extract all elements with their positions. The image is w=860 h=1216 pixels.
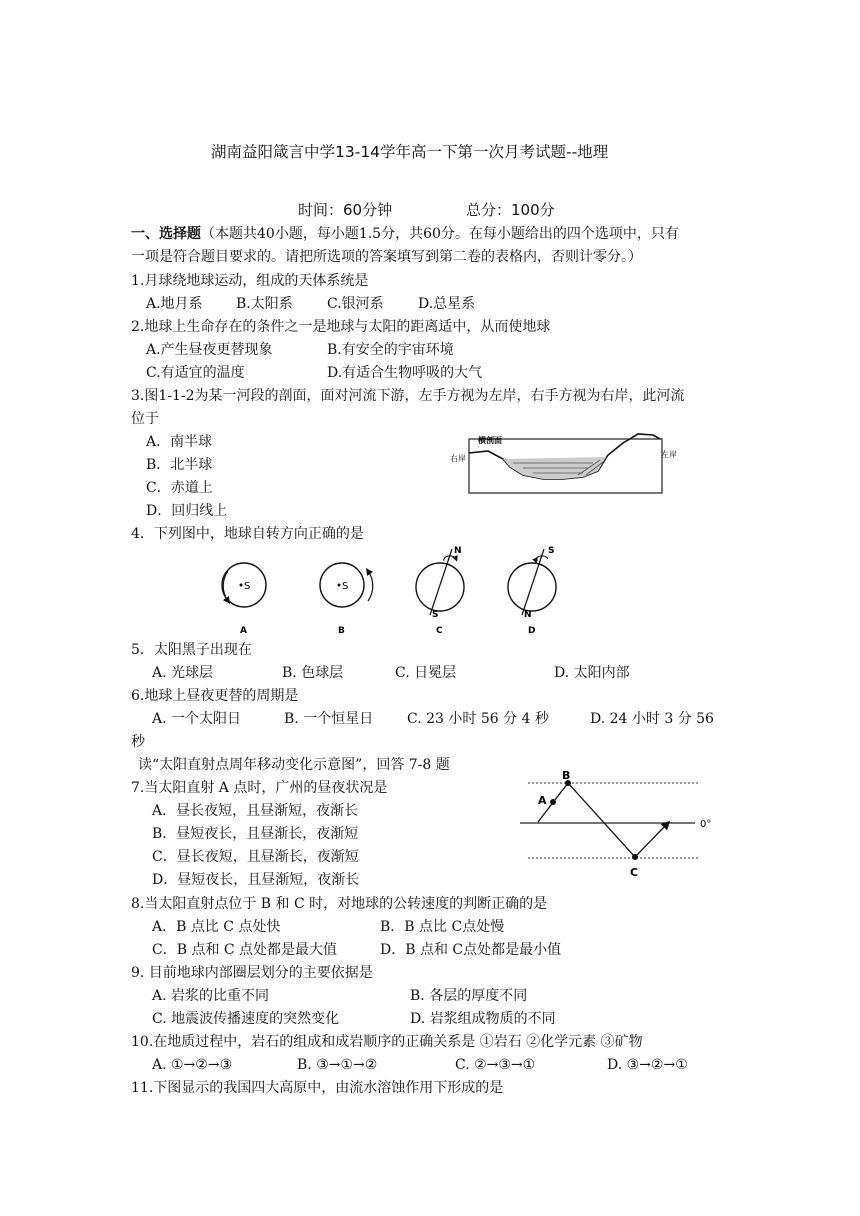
q5-option-a: A. 光球层 bbox=[152, 665, 214, 681]
option-label-b: B bbox=[338, 626, 345, 635]
q3-stem-line1: 3.图1-1-2为某一河段的剖面，面对河流下游，左手方视为左岸，右手方视为右岸，此河流 bbox=[131, 388, 685, 404]
option-label-c: C bbox=[436, 626, 443, 635]
page-title: 湖南益阳箴言中学13-14学年高一下第一次月考试题--地理 bbox=[211, 143, 609, 161]
q8-option-c: C．B 点和 C 点处都是最大值 bbox=[152, 942, 338, 958]
fig-section-label: 横剖面 bbox=[478, 436, 502, 445]
river-cross-section-figure bbox=[448, 425, 688, 500]
q8-option-a: A．B 点比 C 点处快 bbox=[152, 919, 281, 935]
section-intro-text: （本题共40小题，每小题1.5分，共60分。在每小题给出的四个选项中，只有 bbox=[201, 226, 679, 242]
q7-option-d: D．昼短夜长，且昼渐短，夜渐长 bbox=[152, 872, 360, 888]
q5-option-b: B. 色球层 bbox=[282, 665, 344, 681]
rotation-option-b bbox=[320, 563, 373, 635]
q6-option-d-continued: 秒 bbox=[131, 734, 145, 750]
q9-option-c: C. 地震波传播速度的突然变化 bbox=[152, 1011, 340, 1027]
q5-option-c: C. 日冕层 bbox=[395, 665, 457, 681]
q2-option-b: B.有安全的宇宙环境 bbox=[327, 342, 454, 358]
equator-label: 0° bbox=[700, 819, 712, 830]
point-a-label: A bbox=[538, 794, 547, 807]
option-label-d: D bbox=[528, 626, 536, 635]
exam-total-score: 总分：100分 bbox=[466, 201, 555, 219]
q5-option-d: D. 太阳内部 bbox=[554, 665, 630, 681]
earth-axis bbox=[522, 549, 544, 615]
q3-option-d: D．回归线上 bbox=[146, 503, 228, 519]
q10-option-d: D. ③→②→① bbox=[607, 1057, 688, 1073]
q10-option-c: C. ②→③→① bbox=[455, 1057, 536, 1073]
section-heading: 一、选择题 bbox=[131, 226, 201, 242]
q7-option-a: A．昼长夜短，且昼渐短，夜渐长 bbox=[152, 803, 359, 819]
section-intro-line1 bbox=[131, 225, 679, 243]
rotation-option-d bbox=[508, 546, 556, 635]
earth-axis bbox=[430, 549, 452, 615]
q7-option-c: C．昼长夜短，且昼渐长，夜渐短 bbox=[152, 849, 359, 865]
fig-left-bank: 左岸 bbox=[661, 450, 677, 459]
fig-right-bank: 右岸 bbox=[450, 454, 466, 463]
q1-option-d: D.总星系 bbox=[418, 296, 476, 312]
point-c-marker bbox=[632, 854, 638, 860]
q7-stem: 7.当太阳直射 A 点时，广州的昼夜状况是 bbox=[131, 780, 388, 796]
earth-rotation-figure bbox=[210, 543, 570, 635]
rotation-option-a bbox=[222, 563, 266, 635]
q10-option-a: A. ①→②→③ bbox=[152, 1057, 233, 1073]
rotation-arrow bbox=[368, 571, 373, 601]
pole-label-s: S bbox=[432, 610, 439, 620]
q8-stem: 8.当太阳直射点位于 B 和 C 时，对地球的公转速度的判断正确的是 bbox=[131, 896, 548, 912]
q9-option-b: B. 各层的厚度不同 bbox=[410, 988, 528, 1004]
point-c-label: C bbox=[630, 866, 639, 879]
point-b-label: B bbox=[562, 769, 571, 782]
pole-label-s: S bbox=[244, 581, 251, 592]
q6-option-d: D. 24 小时 3 分 56 bbox=[590, 711, 714, 727]
q8-option-b: B．B 点比 C点处慢 bbox=[380, 919, 505, 935]
q3-stem-line2: 位于 bbox=[131, 411, 159, 427]
q9-option-a: A. 岩浆的比重不同 bbox=[152, 988, 270, 1004]
q10-option-b: B. ③→①→② bbox=[297, 1057, 378, 1073]
q1-option-a: A.地月系 bbox=[146, 296, 203, 312]
exam-time: 时间：60分钟 bbox=[298, 201, 393, 219]
pole-label-n: N bbox=[454, 546, 462, 556]
q6-option-c: C. 23 小时 56 分 4 秒 bbox=[407, 711, 549, 727]
q6-option-a: A. 一个太阳日 bbox=[152, 711, 242, 727]
direct-sun-point-figure bbox=[520, 766, 725, 881]
q2-stem: 2.地球上生命存在的条件之一是地球与太阳的距离适中，从而使地球 bbox=[131, 319, 551, 335]
q6-stem: 6.地球上昼夜更替的周期是 bbox=[131, 688, 299, 704]
q4-stem: 4．下列图中，地球自转方向正确的是 bbox=[131, 526, 364, 542]
q1-option-b: B.太阳系 bbox=[236, 296, 293, 312]
q10-stem: 10.在地质过程中，岩石的组成和成岩顺序的正确关系是 ①岩石 ②化学元素 ③矿物 bbox=[131, 1034, 643, 1050]
q9-stem: 9. 目前地球内部圈层划分的主要依据是 bbox=[131, 965, 373, 981]
q7-option-b: B．昼短夜长，且昼渐长，夜渐短 bbox=[152, 826, 359, 842]
q3-option-a: A．南半球 bbox=[146, 434, 213, 450]
option-label-a: A bbox=[240, 626, 247, 635]
q5-stem: 5．太阳黑子出现在 bbox=[131, 642, 252, 658]
section-intro-line2: 一项是符合题目要求的。请把所选项的答案填写到第二卷的表格内，否则计零分。） bbox=[131, 249, 642, 265]
q1-stem: 1.月球绕地球运动，组成的天体系统是 bbox=[131, 273, 369, 289]
q8-option-d: D．B 点和 C点处都是最小值 bbox=[380, 942, 562, 958]
read-instruction-7-8: 读“太阳直射点周年移动变化示意图”，回答 7-8 题 bbox=[138, 757, 450, 773]
q11-stem: 11.下图显示的我国四大高原中，由流水溶蚀作用下形成的是 bbox=[131, 1080, 504, 1096]
q3-option-b: B．北半球 bbox=[146, 457, 213, 473]
q2-option-c: C.有适宜的温度 bbox=[146, 365, 245, 381]
migration-path bbox=[538, 783, 667, 857]
q1-option-c: C.银河系 bbox=[327, 296, 384, 312]
pole-label-s: S bbox=[548, 546, 555, 556]
q2-option-a: A.产生昼夜更替现象 bbox=[146, 342, 273, 358]
q3-option-c: C．赤道上 bbox=[146, 480, 213, 496]
q2-option-d: D.有适合生物呼吸的大气 bbox=[327, 365, 483, 381]
pole-label-n: N bbox=[524, 610, 532, 620]
pole-label-s: S bbox=[342, 581, 349, 592]
q9-option-d: D. 岩浆组成物质的不同 bbox=[410, 1011, 556, 1027]
rotation-option-c bbox=[416, 546, 464, 635]
q6-option-b: B. 一个恒星日 bbox=[284, 711, 374, 727]
point-a-marker bbox=[550, 799, 556, 805]
